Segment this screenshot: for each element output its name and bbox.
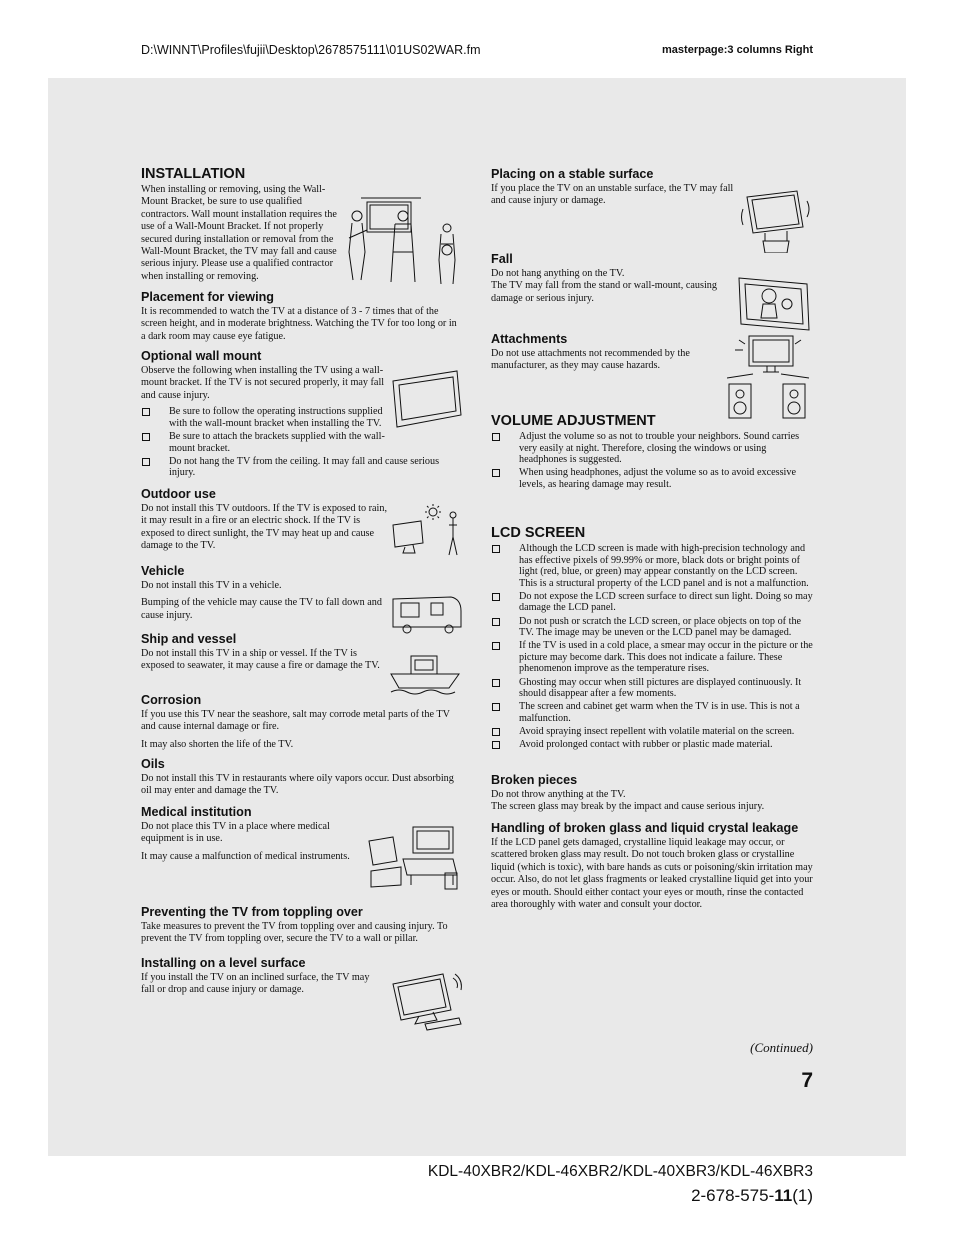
vehicle-text1: Do not install this TV in a vehicle. [141,580,282,591]
inclined-tv-illustration [389,972,463,1032]
medical-text2: It may cause a malfunction of medical instruments. [141,850,350,862]
placement-text: It is recommended to watch the TV at a distance of 3 - 7 times that of the screen height, and in moderate brightness. Watching the TV for too long or in a dark room may cause eye fatigue. [141,306,457,342]
section-level [141,956,463,1032]
medical-illustration [367,825,463,891]
installers-illustration [343,190,463,288]
ship-illustration [389,648,463,696]
section-toppling [141,905,463,946]
continued-label: (Continued) [750,1040,813,1055]
broken-text2: The screen glass may break by the impact and cause serious injury. [491,801,765,813]
volume-item: Adjust the volume so as not to trouble your neighbors. Sound carries very easily at night. Therefore, closing the windows or using headphones is suggested. [491,431,813,466]
section-ship [141,632,463,696]
outdoor-title: Outdoor use [141,487,216,501]
wall-mount-title: Optional wall mount [141,349,262,363]
lcd-item: Ghosting may occur when still pictures are displayed continuously. It should disappear after a few moments. [491,677,813,700]
section-lcd [491,525,813,752]
wall-mount-list [141,406,463,479]
lcd-item: Do not push or scratch the LCD screen, or place objects on top of the TV. The image may be uneven or the LCD panel may be damaged. [491,616,813,639]
vehicle-illustration [391,591,463,635]
stable-text: If you place the TV on an unstable surface, the TV may fall and cause injury or damage. [491,183,734,207]
section-placement [141,290,463,343]
section-volume [491,413,813,492]
wall-mount-item: Be sure to attach the brackets supplied with the wall-mount bracket. [141,431,463,454]
volume-title: VOLUME ADJUSTMENT [491,413,656,429]
section-outdoor [141,487,463,559]
outdoor-sun-illustration [391,503,463,559]
outdoor-text: Do not install this TV outdoors. If the TV is exposed to rain, it may result in a fire or an electric shock. If the TV is exposed to direct sunlight, the TV may heat up and cause damage to the TV. [141,503,387,552]
section-attachments [491,332,813,420]
corrosion-text2: It may also shorten the life of the TV. [141,738,294,750]
section-medical [141,805,463,891]
broken-text1: Do not throw anything at the TV. [491,789,626,800]
lcd-list [491,543,813,751]
fall-text1: Do not hang anything on the TV. [491,268,625,279]
wall-mount-item: Do not hang the TV from the ceiling. It may fall and cause serious injury. [141,456,463,479]
lcd-item: The screen and cabinet get warm when the TV is in use. This is not a malfunction. [491,701,813,724]
glass-text: If the LCD panel gets damaged, crystalline liquid leakage may occur, or scattered broken glass may result. Do not touch broken glass or crystalline liquid (which is toxic), with bare hands as cuts or poisoning/skin irritation may occur. Also, do not let glass fragments or leaked crystalline liquid get into your eyes or mouth. Should either contact your eyes or mouth, rinse the contacted area thoroughly with water and consult your doctor. [491,837,813,911]
attachments-text: Do not use attachments not recommended by the manufacturer, as they may cause hazards. [491,348,690,372]
level-text: If you install the TV on an inclined surface, the TV may fall or drop and cause injury or damage. [141,972,370,996]
section-oils [141,757,463,798]
hanging-object-illustration [737,274,813,334]
header-masterpage: masterpage:3 columns Right [662,44,813,56]
code-suffix: (1) [792,1186,813,1205]
stable-title: Placing on a stable surface [491,167,654,181]
section-stable [491,167,813,253]
oils-title: Oils [141,757,165,771]
wall-mount-text: Observe the following when installing the TV using a wall-mount bracket. If the TV is not secured properly, it may fall and cause injury. [141,365,385,401]
lcd-item: If the TV is used in a cold place, a smear may occur in the picture or the picture may become dark. This does not indicate a failure. These phenomenon improve as the temperature rises. [491,640,813,675]
header-path: D:\WINNT\Profiles\fujii\Desktop\2678575111\01US02WAR.fm [141,43,481,57]
placement-title: Placement for viewing [141,290,274,304]
lcd-item: Avoid spraying insect repellent with volatile material on the screen. [491,726,813,738]
installation-title: INSTALLATION [141,166,246,182]
lcd-item: Do not expose the LCD screen surface to direct sun light. Doing so may damage the LCD panel. [491,591,813,614]
ship-title: Ship and vessel [141,632,237,646]
medical-text1: Do not place this TV in a place where medical equipment is in use. [141,821,330,845]
model-numbers: KDL-40XBR2/KDL-46XBR2/KDL-40XBR3/KDL-46XBR3 [427,1163,813,1180]
ship-text: Do not install this TV in a ship or vessel. If the TV is exposed to seawater, it may cause a fire or damage the TV. [141,648,380,672]
volume-list [491,431,813,490]
toppling-title: Preventing the TV from toppling over [141,905,363,919]
corrosion-title: Corrosion [141,693,202,707]
code-bold: 11 [774,1186,793,1205]
corrosion-text1: If you use this TV near the seashore, salt may corrode metal parts of the TV and cause internal damage or fire. [141,709,450,733]
attachments-illustration [727,334,813,420]
code-prefix: 2-678-575- [691,1186,775,1205]
medical-title: Medical institution [141,805,252,819]
oils-text: Do not install this TV in restaurants where oily vapors occur. Dust absorbing oil may enter and damage the TV. [141,773,454,797]
fall-title: Fall [491,252,513,266]
lcd-title: LCD SCREEN [491,525,586,541]
fall-text2: The TV may fall from the stand or wall-mount, causing damage or serious injury. [491,280,717,304]
document-code [691,1186,813,1206]
glass-title: Handling of broken glass and liquid crystal leakage [491,821,799,835]
section-installation [141,166,463,288]
vehicle-title: Vehicle [141,564,185,578]
unstable-tv-illustration [741,187,813,253]
volume-item: When using headphones, adjust the volume so as to avoid excessive levels, as hearing damage may result. [491,467,813,490]
section-glass [491,821,813,911]
installation-text: When installing or removing, using the Wall-Mount Bracket, be sure to use qualified contractors. Wall mount installation requires the use of a Wall-Mount Bracket. If not properly secured during installation or removal from the Wall-Mount Bracket, the TV may fall and cause serious injury. Please use a qualified contractor when installing or removing. [141,184,337,282]
section-wall-mount [141,349,463,480]
page-number: 7 [801,1069,813,1092]
section-broken [491,773,813,814]
vehicle-text2: Bumping of the vehicle may cause the TV to fall down and cause injury. [141,597,382,621]
attachments-title: Attachments [491,332,568,346]
broken-title: Broken pieces [491,773,578,787]
lcd-item: Avoid prolonged contact with rubber or plastic made material. [491,739,813,751]
section-vehicle [141,564,463,635]
wall-mount-item: Be sure to follow the operating instructions supplied with the wall-mount bracket when installing the TV. [141,406,463,429]
toppling-text: Take measures to prevent the TV from toppling over and causing injury. To prevent the TV from toppling over, secure the TV to a wall or pillar. [141,921,448,945]
lcd-item: Although the LCD screen is made with high-precision technology and has effective pixels of 99.99% or more, black dots or bright points of light (red, blue, or green) may appear constantly on the LCD screen. This is a structural property of the LCD panel and is not a malfunction. [491,543,813,589]
section-fall [491,252,813,334]
level-title: Installing on a level surface [141,956,306,970]
section-corrosion [141,693,463,751]
